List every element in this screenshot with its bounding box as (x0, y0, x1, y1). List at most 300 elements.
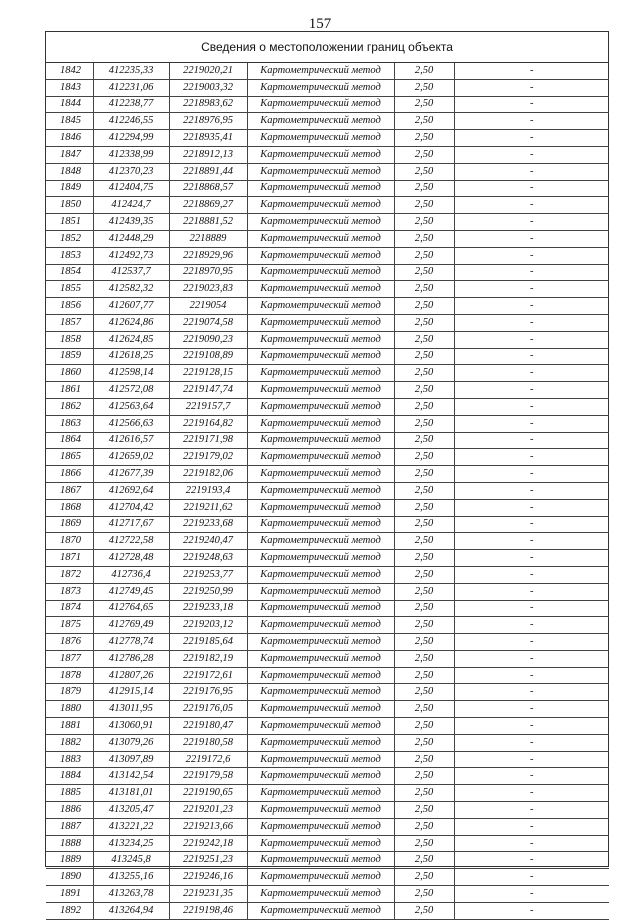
table-row (46, 298, 609, 315)
point-number-cell: 1846 (46, 130, 93, 147)
point-number-cell: 1844 (46, 96, 93, 113)
description-cell: - (454, 550, 609, 567)
point-number-cell: 1892 (46, 902, 93, 919)
point-number-cell: 1870 (46, 533, 93, 550)
table-row (46, 130, 609, 147)
method-cell: Картометрический метод (247, 634, 394, 651)
table-row (46, 499, 609, 516)
point-number-cell: 1874 (46, 600, 93, 617)
accuracy-cell: 2,50 (394, 869, 454, 886)
point-number-cell: 1860 (46, 365, 93, 382)
y-coordinate-cell: 2219180,47 (169, 718, 247, 735)
y-coordinate-cell: 2219164,82 (169, 415, 247, 432)
table-row (46, 869, 609, 886)
description-cell: - (454, 600, 609, 617)
point-number-cell: 1887 (46, 818, 93, 835)
x-coordinate-cell: 413079,26 (93, 734, 169, 751)
point-number-cell: 1880 (46, 701, 93, 718)
point-number-cell: 1886 (46, 802, 93, 819)
table-row (46, 63, 609, 79)
point-number-cell: 1862 (46, 398, 93, 415)
x-coordinate-cell: 412537,7 (93, 264, 169, 281)
x-coordinate-cell: 412238,77 (93, 96, 169, 113)
y-coordinate-cell: 2219182,06 (169, 466, 247, 483)
y-coordinate-cell: 2219074,58 (169, 314, 247, 331)
method-cell: Картометрический метод (247, 751, 394, 768)
description-cell: - (454, 298, 609, 315)
table-row (46, 684, 609, 701)
description-cell: - (454, 802, 609, 819)
accuracy-cell: 2,50 (394, 348, 454, 365)
table-row (46, 550, 609, 567)
x-coordinate-cell: 412563,64 (93, 398, 169, 415)
description-cell: - (454, 314, 609, 331)
x-coordinate-cell: 412294,99 (93, 130, 169, 147)
table-row (46, 650, 609, 667)
point-number-cell: 1851 (46, 214, 93, 231)
table-row (46, 79, 609, 96)
point-number-cell: 1850 (46, 197, 93, 214)
method-cell: Картометрический метод (247, 348, 394, 365)
method-cell: Картометрический метод (247, 600, 394, 617)
x-coordinate-cell: 412717,67 (93, 516, 169, 533)
y-coordinate-cell: 2219090,23 (169, 331, 247, 348)
description-cell: - (454, 146, 609, 163)
y-coordinate-cell: 2219190,65 (169, 785, 247, 802)
description-cell: - (454, 382, 609, 399)
y-coordinate-cell: 2219180,58 (169, 734, 247, 751)
x-coordinate-cell: 412582,32 (93, 281, 169, 298)
table-row (46, 583, 609, 600)
accuracy-cell: 2,50 (394, 163, 454, 180)
method-cell: Картометрический метод (247, 214, 394, 231)
description-cell: - (454, 415, 609, 432)
point-number-cell: 1864 (46, 432, 93, 449)
point-number-cell: 1842 (46, 63, 93, 79)
table-row (46, 180, 609, 197)
x-coordinate-cell: 412370,23 (93, 163, 169, 180)
y-coordinate-cell: 2219231,35 (169, 886, 247, 903)
accuracy-cell: 2,50 (394, 550, 454, 567)
x-coordinate-cell: 412624,85 (93, 331, 169, 348)
accuracy-cell: 2,50 (394, 684, 454, 701)
accuracy-cell: 2,50 (394, 96, 454, 113)
point-number-cell: 1889 (46, 852, 93, 869)
point-number-cell: 1849 (46, 180, 93, 197)
table-row (46, 230, 609, 247)
method-cell: Картометрический метод (247, 617, 394, 634)
y-coordinate-cell: 2219020,21 (169, 63, 247, 79)
y-coordinate-cell: 2219193,4 (169, 482, 247, 499)
method-cell: Картометрический метод (247, 785, 394, 802)
description-cell: - (454, 516, 609, 533)
y-coordinate-cell: 2219248,63 (169, 550, 247, 567)
method-cell: Картометрический метод (247, 449, 394, 466)
x-coordinate-cell: 412692,64 (93, 482, 169, 499)
x-coordinate-cell: 412624,86 (93, 314, 169, 331)
point-number-cell: 1884 (46, 768, 93, 785)
table-row (46, 415, 609, 432)
table-row (46, 281, 609, 298)
y-coordinate-cell: 2219176,05 (169, 701, 247, 718)
x-coordinate-cell: 413181,01 (93, 785, 169, 802)
table-row (46, 432, 609, 449)
y-coordinate-cell: 2219179,58 (169, 768, 247, 785)
y-coordinate-cell: 2219054 (169, 298, 247, 315)
method-cell: Картометрический метод (247, 869, 394, 886)
method-cell: Картометрический метод (247, 466, 394, 483)
description-cell: - (454, 768, 609, 785)
x-coordinate-cell: 413221,22 (93, 818, 169, 835)
point-number-cell: 1882 (46, 734, 93, 751)
point-number-cell: 1854 (46, 264, 93, 281)
x-coordinate-cell: 413255,16 (93, 869, 169, 886)
method-cell: Картометрический метод (247, 180, 394, 197)
description-cell: - (454, 432, 609, 449)
description-cell: - (454, 281, 609, 298)
table-row (46, 331, 609, 348)
point-number-cell: 1869 (46, 516, 93, 533)
point-number-cell: 1848 (46, 163, 93, 180)
x-coordinate-cell: 412424,7 (93, 197, 169, 214)
y-coordinate-cell: 2218935,41 (169, 130, 247, 147)
description-cell: - (454, 130, 609, 147)
x-coordinate-cell: 413234,25 (93, 835, 169, 852)
accuracy-cell: 2,50 (394, 298, 454, 315)
description-cell: - (454, 751, 609, 768)
accuracy-cell: 2,50 (394, 818, 454, 835)
method-cell: Картометрический метод (247, 382, 394, 399)
description-cell: - (454, 583, 609, 600)
accuracy-cell: 2,50 (394, 852, 454, 869)
x-coordinate-cell: 412915,14 (93, 684, 169, 701)
point-number-cell: 1868 (46, 499, 93, 516)
section-title: Сведения о местоположении границ объекта (46, 32, 608, 63)
x-coordinate-cell: 413245,8 (93, 852, 169, 869)
accuracy-cell: 2,50 (394, 415, 454, 432)
accuracy-cell: 2,50 (394, 751, 454, 768)
method-cell: Картометрический метод (247, 667, 394, 684)
x-coordinate-cell: 413142,54 (93, 768, 169, 785)
point-number-cell: 1872 (46, 566, 93, 583)
description-cell: - (454, 398, 609, 415)
y-coordinate-cell: 2219253,77 (169, 566, 247, 583)
description-cell: - (454, 818, 609, 835)
accuracy-cell: 2,50 (394, 886, 454, 903)
description-cell: - (454, 902, 609, 919)
method-cell: Картометрический метод (247, 482, 394, 499)
point-number-cell: 1845 (46, 113, 93, 130)
x-coordinate-cell: 412246,55 (93, 113, 169, 130)
point-number-cell: 1858 (46, 331, 93, 348)
y-coordinate-cell: 2219233,68 (169, 516, 247, 533)
point-number-cell: 1847 (46, 146, 93, 163)
accuracy-cell: 2,50 (394, 331, 454, 348)
x-coordinate-cell: 412659,02 (93, 449, 169, 466)
table-row (46, 617, 609, 634)
table-row (46, 247, 609, 264)
method-cell: Картометрический метод (247, 298, 394, 315)
y-coordinate-cell: 2219242,18 (169, 835, 247, 852)
table-row (46, 785, 609, 802)
method-cell: Картометрический метод (247, 197, 394, 214)
description-cell: - (454, 634, 609, 651)
method-cell: Картометрический метод (247, 650, 394, 667)
description-cell: - (454, 533, 609, 550)
accuracy-cell: 2,50 (394, 634, 454, 651)
point-number-cell: 1878 (46, 667, 93, 684)
method-cell: Картометрический метод (247, 365, 394, 382)
boundary-table-frame (45, 31, 609, 916)
description-cell: - (454, 63, 609, 79)
accuracy-cell: 2,50 (394, 365, 454, 382)
x-coordinate-cell: 413060,91 (93, 718, 169, 735)
point-number-cell: 1883 (46, 751, 93, 768)
y-coordinate-cell: 2219176,95 (169, 684, 247, 701)
accuracy-cell: 2,50 (394, 650, 454, 667)
table-row (46, 533, 609, 550)
method-cell: Картометрический метод (247, 113, 394, 130)
accuracy-cell: 2,50 (394, 264, 454, 281)
table-row (46, 886, 609, 903)
description-cell: - (454, 365, 609, 382)
method-cell: Картометрический метод (247, 835, 394, 852)
y-coordinate-cell: 2219246,16 (169, 869, 247, 886)
table-row (46, 751, 609, 768)
description-cell: - (454, 667, 609, 684)
x-coordinate-cell: 412235,33 (93, 63, 169, 79)
table-row (46, 197, 609, 214)
description-cell: - (454, 869, 609, 886)
y-coordinate-cell: 2219172,61 (169, 667, 247, 684)
x-coordinate-cell: 412618,25 (93, 348, 169, 365)
description-cell: - (454, 466, 609, 483)
point-number-cell: 1852 (46, 230, 93, 247)
method-cell: Картометрический метод (247, 701, 394, 718)
table-row (46, 600, 609, 617)
table-row (46, 113, 609, 130)
y-coordinate-cell: 2219172,6 (169, 751, 247, 768)
point-number-cell: 1891 (46, 886, 93, 903)
point-number-cell: 1863 (46, 415, 93, 432)
point-number-cell: 1855 (46, 281, 93, 298)
method-cell: Картометрический метод (247, 130, 394, 147)
point-number-cell: 1866 (46, 466, 93, 483)
accuracy-cell: 2,50 (394, 398, 454, 415)
x-coordinate-cell: 412704,42 (93, 499, 169, 516)
description-cell: - (454, 180, 609, 197)
point-number-cell: 1865 (46, 449, 93, 466)
y-coordinate-cell: 2219182,19 (169, 650, 247, 667)
method-cell: Картометрический метод (247, 79, 394, 96)
method-cell: Картометрический метод (247, 886, 394, 903)
description-cell: - (454, 852, 609, 869)
x-coordinate-cell: 412677,39 (93, 466, 169, 483)
y-coordinate-cell: 2219198,46 (169, 902, 247, 919)
y-coordinate-cell: 2219213,66 (169, 818, 247, 835)
x-coordinate-cell: 412769,49 (93, 617, 169, 634)
accuracy-cell: 2,50 (394, 382, 454, 399)
method-cell: Картометрический метод (247, 802, 394, 819)
method-cell: Картометрический метод (247, 314, 394, 331)
table-row (46, 96, 609, 113)
accuracy-cell: 2,50 (394, 768, 454, 785)
method-cell: Картометрический метод (247, 63, 394, 79)
x-coordinate-cell: 412749,45 (93, 583, 169, 600)
accuracy-cell: 2,50 (394, 835, 454, 852)
x-coordinate-cell: 412572,08 (93, 382, 169, 399)
x-coordinate-cell: 413205,47 (93, 802, 169, 819)
method-cell: Картометрический метод (247, 415, 394, 432)
x-coordinate-cell: 412439,35 (93, 214, 169, 231)
method-cell: Картометрический метод (247, 852, 394, 869)
accuracy-cell: 2,50 (394, 583, 454, 600)
table-row (46, 802, 609, 819)
y-coordinate-cell: 2218868,57 (169, 180, 247, 197)
accuracy-cell: 2,50 (394, 802, 454, 819)
x-coordinate-cell: 412607,77 (93, 298, 169, 315)
method-cell: Картометрический метод (247, 163, 394, 180)
accuracy-cell: 2,50 (394, 449, 454, 466)
boundary-coordinates-table (46, 63, 609, 920)
point-number-cell: 1856 (46, 298, 93, 315)
accuracy-cell: 2,50 (394, 533, 454, 550)
accuracy-cell: 2,50 (394, 113, 454, 130)
method-cell: Картометрический метод (247, 516, 394, 533)
accuracy-cell: 2,50 (394, 617, 454, 634)
accuracy-cell: 2,50 (394, 79, 454, 96)
description-cell: - (454, 449, 609, 466)
table-row (46, 634, 609, 651)
method-cell: Картометрический метод (247, 684, 394, 701)
y-coordinate-cell: 2219179,02 (169, 449, 247, 466)
x-coordinate-cell: 412492,73 (93, 247, 169, 264)
y-coordinate-cell: 2219240,47 (169, 533, 247, 550)
method-cell: Картометрический метод (247, 550, 394, 567)
description-cell: - (454, 214, 609, 231)
description-cell: - (454, 650, 609, 667)
y-coordinate-cell: 2219147,74 (169, 382, 247, 399)
x-coordinate-cell: 412448,29 (93, 230, 169, 247)
x-coordinate-cell: 412338,99 (93, 146, 169, 163)
description-cell: - (454, 734, 609, 751)
point-number-cell: 1857 (46, 314, 93, 331)
accuracy-cell: 2,50 (394, 130, 454, 147)
accuracy-cell: 2,50 (394, 180, 454, 197)
description-cell: - (454, 482, 609, 499)
x-coordinate-cell: 412566,63 (93, 415, 169, 432)
method-cell: Картометрический метод (247, 566, 394, 583)
method-cell: Картометрический метод (247, 734, 394, 751)
method-cell: Картометрический метод (247, 533, 394, 550)
table-row (46, 667, 609, 684)
table-row (46, 466, 609, 483)
table-row (46, 818, 609, 835)
x-coordinate-cell: 412231,06 (93, 79, 169, 96)
description-cell: - (454, 230, 609, 247)
x-coordinate-cell: 412722,58 (93, 533, 169, 550)
y-coordinate-cell: 2218929,96 (169, 247, 247, 264)
x-coordinate-cell: 412616,57 (93, 432, 169, 449)
table-row (46, 852, 609, 869)
method-cell: Картометрический метод (247, 583, 394, 600)
method-cell: Картометрический метод (247, 718, 394, 735)
accuracy-cell: 2,50 (394, 902, 454, 919)
method-cell: Картометрический метод (247, 247, 394, 264)
x-coordinate-cell: 412404,75 (93, 180, 169, 197)
x-coordinate-cell: 413264,94 (93, 902, 169, 919)
point-number-cell: 1859 (46, 348, 93, 365)
table-row (46, 163, 609, 180)
point-number-cell: 1877 (46, 650, 93, 667)
y-coordinate-cell: 2219211,62 (169, 499, 247, 516)
table-row (46, 314, 609, 331)
table-body (46, 63, 609, 919)
table-row (46, 768, 609, 785)
x-coordinate-cell: 413011,95 (93, 701, 169, 718)
description-cell: - (454, 331, 609, 348)
description-cell: - (454, 163, 609, 180)
method-cell: Картометрический метод (247, 902, 394, 919)
accuracy-cell: 2,50 (394, 63, 454, 79)
method-cell: Картометрический метод (247, 281, 394, 298)
x-coordinate-cell: 412778,74 (93, 634, 169, 651)
method-cell: Картометрический метод (247, 768, 394, 785)
description-cell: - (454, 96, 609, 113)
table-row (46, 264, 609, 281)
y-coordinate-cell: 2219250,99 (169, 583, 247, 600)
point-number-cell: 1888 (46, 835, 93, 852)
table-row (46, 482, 609, 499)
description-cell: - (454, 499, 609, 516)
table-row (46, 214, 609, 231)
table-row (46, 146, 609, 163)
table-row (46, 348, 609, 365)
accuracy-cell: 2,50 (394, 785, 454, 802)
description-cell: - (454, 113, 609, 130)
description-cell: - (454, 684, 609, 701)
y-coordinate-cell: 2219023,83 (169, 281, 247, 298)
point-number-cell: 1873 (46, 583, 93, 600)
description-cell: - (454, 886, 609, 903)
description-cell: - (454, 247, 609, 264)
point-number-cell: 1853 (46, 247, 93, 264)
accuracy-cell: 2,50 (394, 701, 454, 718)
y-coordinate-cell: 2219251,23 (169, 852, 247, 869)
method-cell: Картометрический метод (247, 146, 394, 163)
method-cell: Картометрический метод (247, 264, 394, 281)
description-cell: - (454, 566, 609, 583)
accuracy-cell: 2,50 (394, 146, 454, 163)
x-coordinate-cell: 412786,28 (93, 650, 169, 667)
point-number-cell: 1879 (46, 684, 93, 701)
accuracy-cell: 2,50 (394, 566, 454, 583)
method-cell: Картометрический метод (247, 331, 394, 348)
y-coordinate-cell: 2219157,7 (169, 398, 247, 415)
description-cell: - (454, 79, 609, 96)
x-coordinate-cell: 412598,14 (93, 365, 169, 382)
page-number: 157 (308, 16, 332, 32)
method-cell: Картометрический метод (247, 818, 394, 835)
accuracy-cell: 2,50 (394, 247, 454, 264)
point-number-cell: 1867 (46, 482, 93, 499)
description-cell: - (454, 348, 609, 365)
table-row (46, 449, 609, 466)
description-cell: - (454, 197, 609, 214)
y-coordinate-cell: 2218976,95 (169, 113, 247, 130)
y-coordinate-cell: 2219128,15 (169, 365, 247, 382)
y-coordinate-cell: 2218970,95 (169, 264, 247, 281)
